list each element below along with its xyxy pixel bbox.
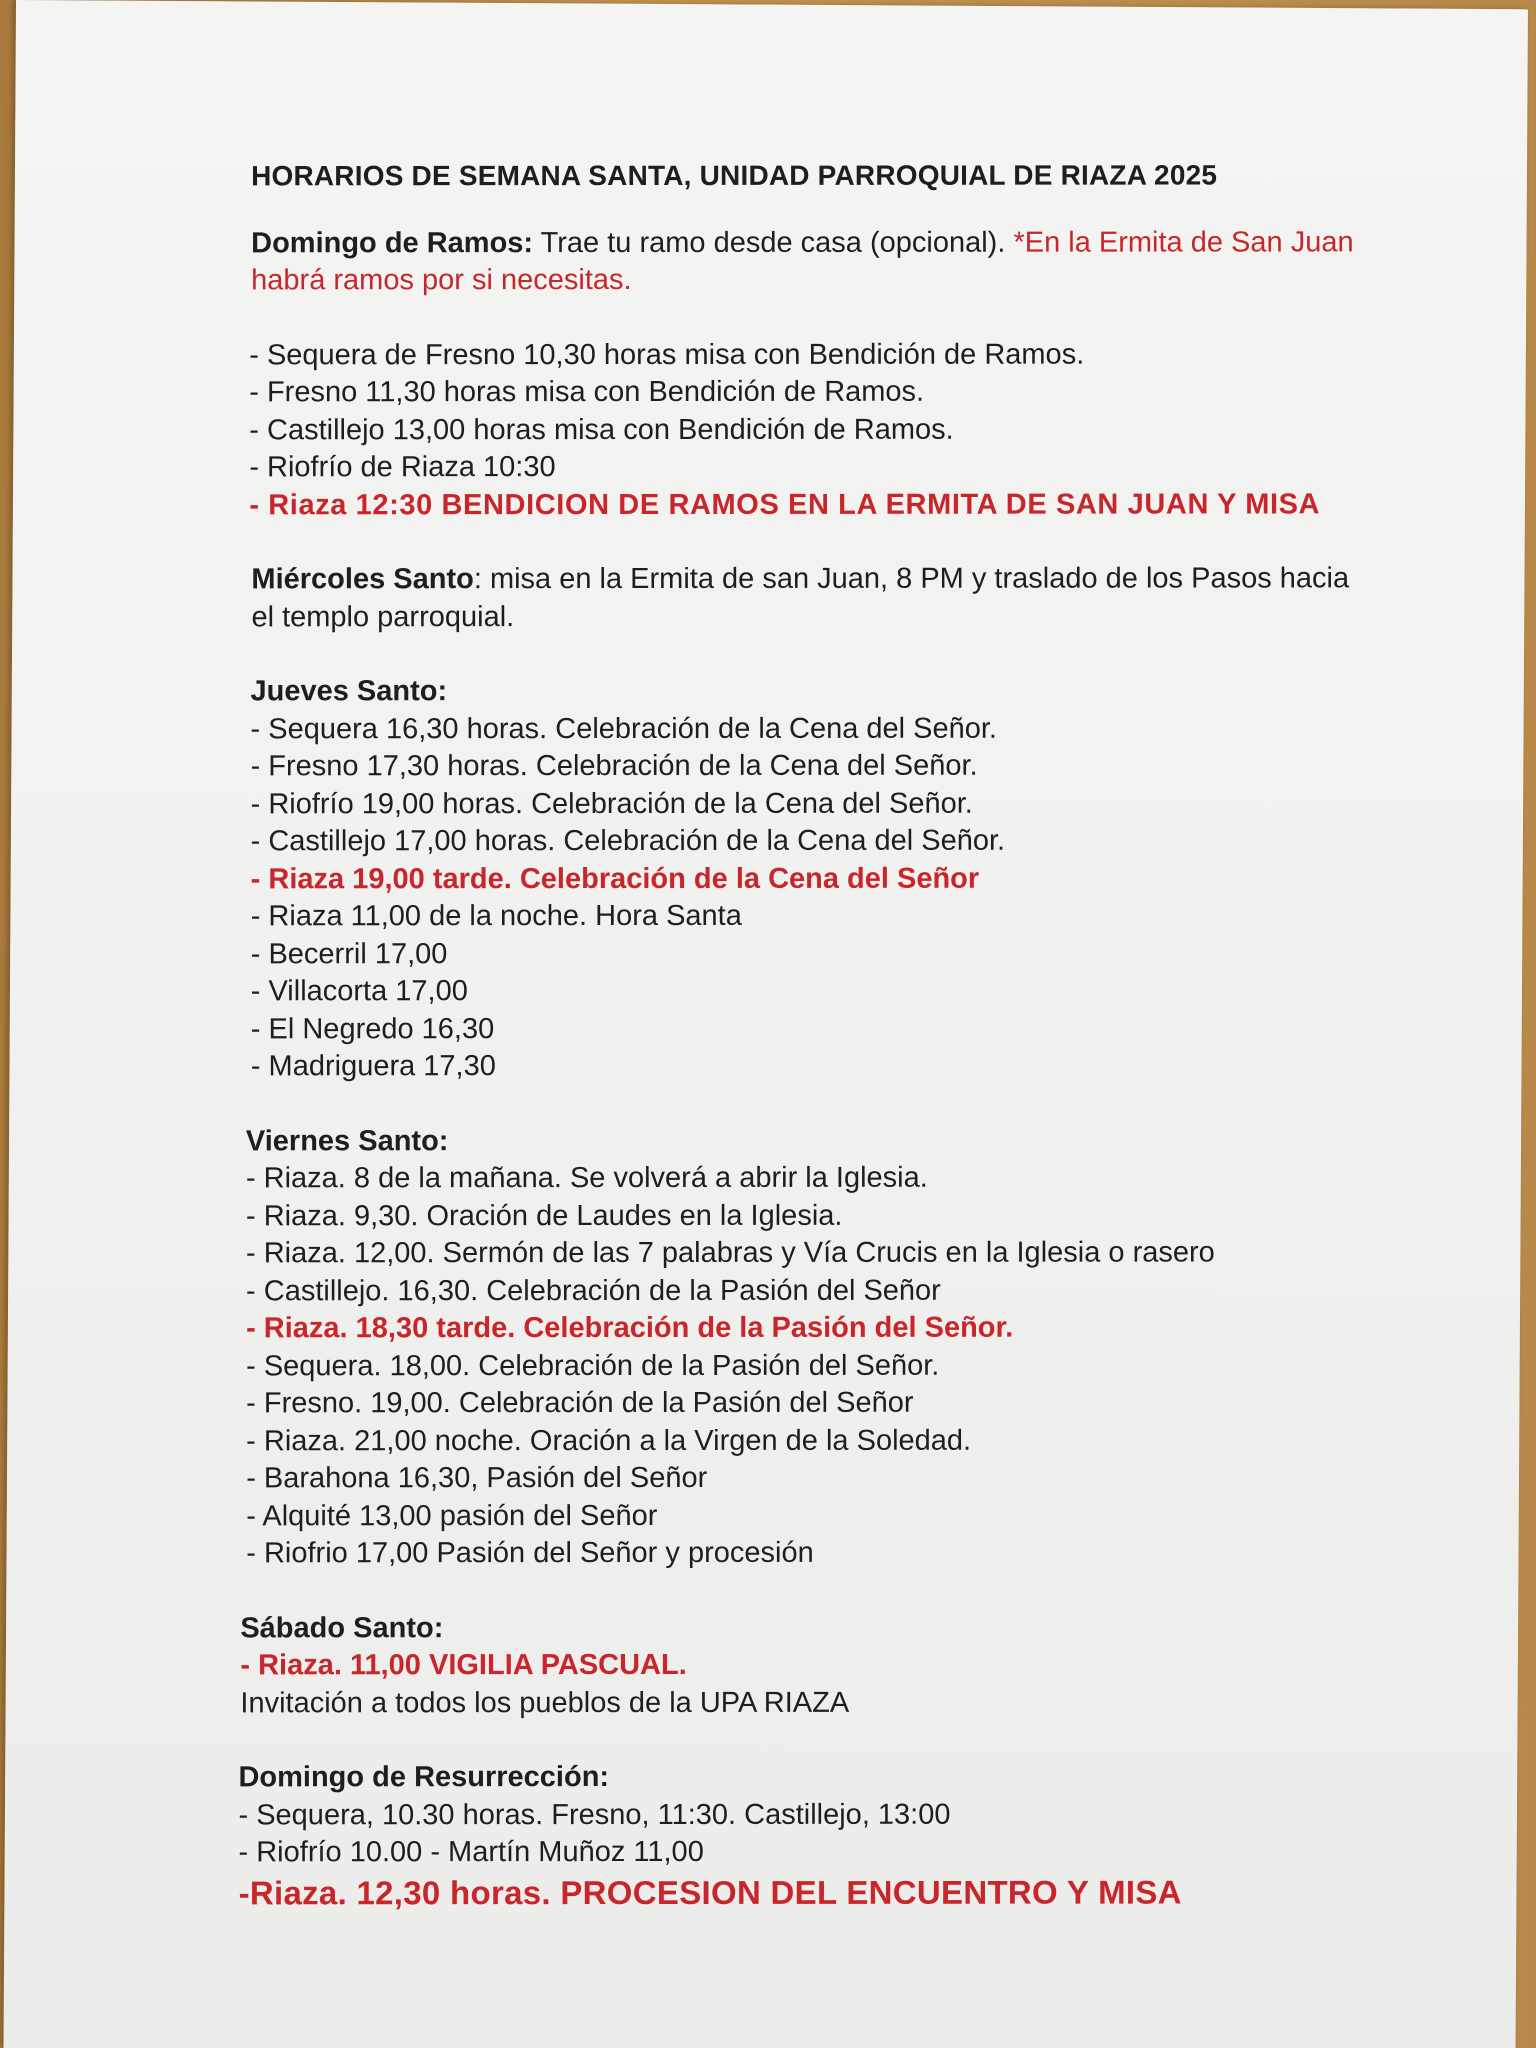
highlight-item: - Riaza 12:30 BENDICION DE RAMOS EN LA ERMITA DE SAN JUAN Y MISA: [249, 487, 1321, 521]
jueves-santo-heading: Jueves Santo:: [250, 675, 448, 708]
list-item: - Madriguera 17,30: [250, 1050, 496, 1083]
domingo-ramos-intro: [251, 224, 1357, 300]
section-domingo-ramos: [249, 224, 1357, 524]
list-item: - Villacorta 17,00: [250, 975, 468, 1008]
list-item: - Fresno 11,30 horas misa con Bendición de Ramos.: [249, 375, 925, 409]
schedule-document: [237, 156, 1359, 1950]
list-item: - Riofrío de Riaza 10:30: [249, 451, 556, 484]
list-item: - Riaza. 21,00 noche. Oración a la Virgen de la Soledad.: [246, 1424, 972, 1457]
list-item: - Fresno. 19,00. Celebración de la Pasión del Señor: [246, 1386, 914, 1420]
list-item: - Riaza. 8 de la mañana. Se volverá a abrir la Iglesia.: [245, 1161, 928, 1195]
final-highlight-item: -Riaza. 12,30 horas. PROCESION DEL ENCUENTRO Y MISA: [238, 1873, 1182, 1911]
list-item: - Fresno 17,30 horas. Celebración de la Cena del Señor.: [250, 749, 978, 783]
domingo-resurreccion-heading: Domingo de Resurrección:: [238, 1761, 610, 1794]
miercoles-santo-body: : misa en la Ermita de san Juan, 8 PM y traslado de los Pasos hacia el templo parroquial.: [251, 562, 1350, 633]
viernes-santo-heading: Viernes Santo:: [245, 1124, 449, 1157]
section-domingo-resurreccion: [238, 1758, 1358, 1913]
list-item: - Riaza. 12,00. Sermón de las 7 palabras y Vía Crucis en la Iglesia o rasero: [245, 1236, 1215, 1270]
list-item: - Alquité 13,00 pasión del Señor: [246, 1499, 658, 1532]
domingo-ramos-heading: Domingo de Ramos:: [251, 226, 534, 259]
paper-sheet: [3, 0, 1527, 2048]
list-item: - Riofrío 10.00 - Martín Muñoz 11,00: [238, 1835, 704, 1869]
list-item: - Castillejo 13,00 horas misa con Bendición de Ramos.: [249, 413, 954, 446]
highlight-item: - Riaza. 18,30 tarde. Celebración de la Pasión del Señor.: [246, 1311, 1014, 1345]
list-item: - Sequera 16,30 horas. Celebración de la Cena del Señor.: [250, 712, 998, 745]
list-item: - Riofrio 17,00 Pasión del Señor y procesión: [246, 1536, 814, 1570]
sabado-santo-note: Invitación a todos los pueblos de la UPA RIAZA: [240, 1686, 850, 1719]
list-item: - Becerril 17,00: [250, 937, 448, 970]
document-title: HORARIOS DE SEMANA SANTA, UNIDAD PARROQUIAL DE RIAZA 2025: [251, 159, 1218, 192]
list-item: - Riaza. 9,30. Oración de Laudes en la Iglesia.: [245, 1199, 843, 1232]
sabado-santo-heading: Sábado Santo:: [240, 1611, 444, 1644]
highlight-item: - Riaza. 11,00 VIGILIA PASCUAL.: [240, 1648, 687, 1682]
section-miercoles-santo: [251, 560, 1357, 636]
section-jueves-santo: [250, 672, 1357, 1085]
list-item: - Barahona 16,30, Pasión del Señor: [246, 1461, 708, 1495]
domingo-ramos-intro-text: Trae tu ramo desde casa (opcional).: [533, 226, 1014, 259]
list-item: - Castillejo 17,00 horas. Celebración de la Cena del Señor.: [250, 824, 1006, 858]
list-item: - El Negredo 16,30: [250, 1012, 495, 1045]
miercoles-santo-text: [251, 560, 1357, 636]
section-sabado-santo: [240, 1609, 1358, 1722]
list-item: - Riofrío 19,00 horas. Celebración de la Cena del Señor.: [250, 787, 973, 820]
miercoles-santo-heading: Miércoles Santo: [251, 563, 474, 596]
domingo-ramos-note: *En la Ermita de San Juan habrá ramos por si necesitas.: [251, 225, 1354, 297]
list-item: - Riaza 11,00 de la noche. Hora Santa: [250, 899, 742, 933]
list-item: - Castillejo. 16,30. Celebración de la Pasión del Señor: [246, 1274, 941, 1307]
section-viernes-santo: [246, 1122, 1358, 1573]
highlight-item: - Riaza 19,00 tarde. Celebración de la Cena del Señor: [250, 862, 980, 895]
list-item: - Sequera de Fresno 10,30 horas misa con Bendición de Ramos.: [249, 338, 1085, 371]
list-item: - Sequera. 18,00. Celebración de la Pasión del Señor.: [246, 1349, 940, 1382]
list-item: - Sequera, 10.30 horas. Fresno, 11:30. Castillejo, 13:00: [238, 1798, 951, 1831]
